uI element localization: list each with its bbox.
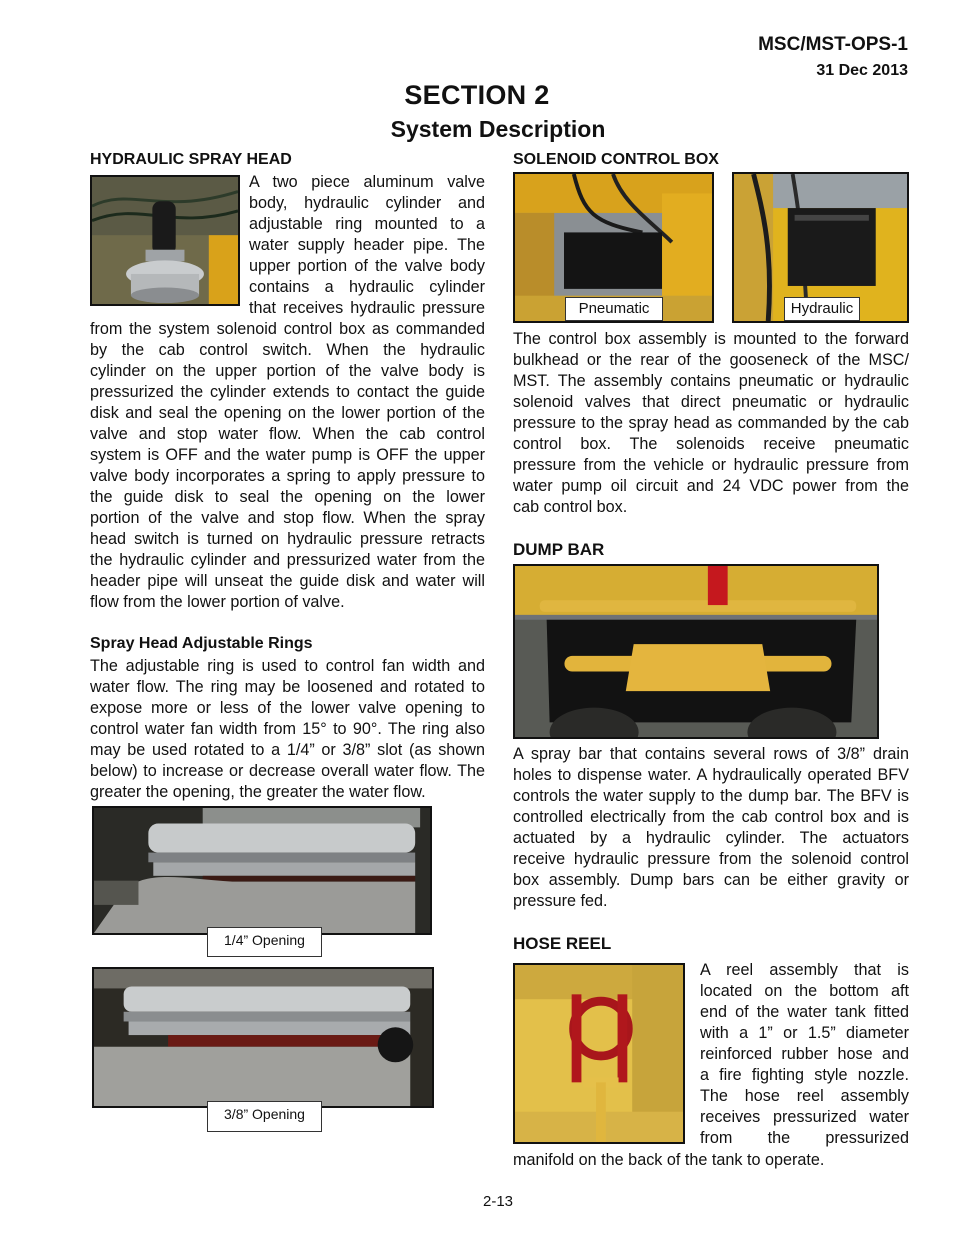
text-line: by the cab control switch. When the hydraulic [90,341,485,359]
text-line: water pump oil circuit and 24 VDC power from the [513,477,909,495]
page-number: 2-13 [482,1193,514,1210]
text-line: valve body incorporates a spring to apply pressure to [90,467,485,485]
hose-reel-intro [700,960,909,1149]
dump-bar-photo [513,564,879,739]
text-line: receive hydraulic pressure from the solenoid control [513,850,909,868]
text-line: pressure to the spray head as commanded by the cab [513,414,909,432]
text-line: reinforced rubber hose and [700,1045,909,1063]
section-subtitle: System Description [390,116,606,142]
spray-head-body [90,319,485,613]
text-line: disk and seal the opening on the lower portion of the [90,404,485,422]
text-line: adjustable ring mounted to a [249,215,485,233]
text-line: portion of the valve and stop flow. When the spray [90,509,485,527]
text-line: water flow. The ring may be loosened and rotated to [90,678,485,696]
solenoid-heading: SOLENOID CONTROL BOX [513,151,719,168]
text-line: upper portion of the valve body [249,257,485,275]
text-line: A reel assembly that is [700,961,909,979]
dump-bar-heading: DUMP BAR [513,540,605,559]
text-line: may be used rotated to a 1/4” or 3/8” slot (as shown [90,741,485,759]
text-line: receives pressurized water [700,1108,909,1126]
text-line: The hose reel assembly [700,1087,909,1105]
text-line: MST. The assembly contains pneumatic or hydraulic [513,372,909,390]
hose-reel-heading: HOSE REEL [513,934,612,953]
text-line: controls the water supply to the dump bar. The BFV is [513,787,909,805]
text-line: head switch is turned on hydraulic pressure retracts [90,530,485,548]
text-line: pressurized the cylinder extends to contact the guide [90,383,485,401]
text-line: located on the bottom aft [700,982,909,1000]
text-line: the hydraulic cylinder and pressurized water from the [90,551,485,569]
text-line: pressure fed. [513,892,608,910]
text-line: The control box assembly is mounted to the forward [513,330,909,348]
pneumatic-caption: Pneumatic [565,297,663,321]
hydraulic-caption: Hydraulic [784,297,860,321]
text-line: from the system solenoid control box as commanded [90,320,485,338]
hose-reel-photo [513,963,685,1144]
text-line: The adjustable ring is used to control fan width and [90,657,485,675]
text-line: below) to increase or decrease overall water flow. The [90,762,485,780]
text-line: flow from the lower portion of valve. [90,593,345,611]
text-line: control water fan width from 15° to 90°. The ring also [90,720,485,738]
rings-heading: Spray Head Adjustable Rings [90,635,313,652]
text-line: solenoid valves that direct pneumatic or hydraulic [513,393,909,411]
text-line: bulkhead or the rear of the gooseneck of the MSC/ [513,351,909,369]
section-title: SECTION 2 [404,80,550,110]
document-id: MSC/MST-OPS-1 [758,34,908,55]
text-line: holes to dispense water. A hydraulically operated BFV [513,766,909,784]
quarter-opening-photo [92,806,432,935]
text-line: contains a hydraulic cylinder [249,278,485,296]
text-line: header pipe will unseat the guide disk and water will [90,572,485,590]
text-line: expose more or less of the lower valve opening to [90,699,485,717]
quarter-opening-caption: 1/4” Opening [207,927,322,957]
text-line: the guide disk to seal the opening on the lower [90,488,485,506]
text-line: from the pressurized [700,1129,909,1147]
hose-reel-body [513,1150,909,1171]
solenoid-body [513,329,909,518]
text-line: with a 1” or 1.5” diameter [700,1024,909,1042]
rings-body [90,656,485,803]
text-line: a fire fighting style nozzle. [700,1066,909,1084]
spray-head-heading: HYDRAULIC SPRAY HEAD [90,151,292,168]
text-line: that receives hydraulic pressure [249,299,485,317]
text-line: cylinder on the upper portion of the valve body is [90,362,485,380]
dump-bar-body [513,744,909,912]
three-eighths-opening-caption: 3/8” Opening [207,1101,322,1132]
text-line: system is OFF and the water pump is OFF the upper [90,446,485,464]
text-line: A spray bar that contains several rows of 3/8” drain [513,745,909,763]
spray-head-intro [249,172,485,319]
text-line: manifold on the back of the tank to operate. [513,1151,825,1169]
three-eighths-opening-photo [92,967,434,1108]
text-line: body, hydraulic cylinder and [249,194,485,212]
text-line: box assembly. Dump bars can be either gravity or [513,871,909,889]
text-line: valve and stop water flow. When the cab control [90,425,485,443]
text-line: control box. The solenoids receive pneumatic [513,435,909,453]
text-line: end of the water tank fitted [700,1003,909,1021]
spray-head-photo [90,175,240,306]
text-line: greater the opening, the greater the water flow. [90,783,426,801]
text-line: pressure from the vehicle or hydraulic pressure from [513,456,909,474]
document-date: 31 Dec 2013 [816,62,908,79]
text-line: A two piece aluminum valve [249,173,485,191]
text-line: actuated by a hydraulic cylinder. The actuators [513,829,909,847]
text-line: cab control box. [513,498,628,516]
text-line: water supply header pipe. The [249,236,485,254]
text-line: controlled electrically from the cab control box and is [513,808,909,826]
